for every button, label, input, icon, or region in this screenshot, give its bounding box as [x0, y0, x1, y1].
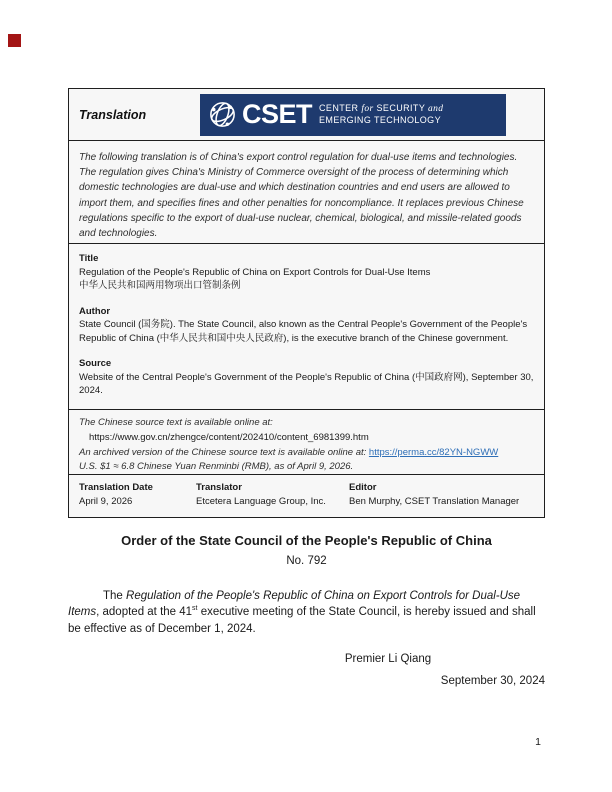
- table-header-row: [69, 89, 544, 141]
- links-row: [69, 410, 544, 475]
- premier-signature: Premier Li Qiang: [344, 653, 432, 665]
- paragraph-rest: executive meeting of the State Council, is hereby issued and shall be effective as of December 1, 2024.: [68, 606, 536, 635]
- title-chinese: 中华人民共和国两用物项出口管制条例: [79, 280, 241, 291]
- tagline-part: EMERGING TECHNOLOGY: [319, 115, 441, 125]
- editor-value: Ben Murphy, CSET Translation Manager: [349, 496, 520, 507]
- perma-cc-link[interactable]: https://perma.cc/82YN-NGWW: [368, 446, 499, 458]
- title-block: [79, 252, 534, 293]
- tagline-part: SECURITY: [373, 103, 428, 113]
- order-paragraph: [68, 588, 545, 638]
- tagline-part: CENTER: [319, 103, 362, 113]
- source-label: Source: [79, 358, 112, 369]
- tagline-part: and: [427, 104, 444, 114]
- exchange-rate-line: U.S. $1 ≈ 6.8 Chinese Yuan Renminbi (RMB), as of April 9, 2026.: [79, 461, 354, 473]
- author-text: State Council (国务院). The State Council, also known as the Central People's Government of the People's Republic of China (中华人民共和国中央人民政府), is the executive branch of the Chinese government.: [79, 319, 528, 344]
- translation-date-column: [79, 481, 196, 510]
- credits-row: [69, 475, 544, 517]
- cset-acronym: CSET: [242, 99, 313, 129]
- source-block: [79, 357, 534, 398]
- tagline-part: for: [361, 104, 374, 114]
- archived-source-label: An archived version of the Chinese source text is available online at:: [79, 446, 367, 458]
- editor-column: [349, 481, 534, 510]
- cset-logo-banner: [200, 94, 506, 136]
- author-block: [79, 305, 534, 346]
- translation-label: Translation: [79, 107, 147, 122]
- translation-cover-table: [68, 88, 545, 518]
- cset-tagline: [319, 103, 443, 126]
- page-number: 1: [535, 736, 541, 748]
- title-english: Regulation of the People's Republic of China on Export Controls for Dual-Use Items: [79, 266, 431, 278]
- title-label: Title: [79, 253, 99, 264]
- signature-date: September 30, 2024: [440, 674, 545, 687]
- translation-date-label: Translation Date: [79, 482, 153, 493]
- translator-value: Etcetera Language Group, Inc.: [196, 496, 326, 507]
- translator-label: Translator: [196, 482, 242, 493]
- globe-icon: [207, 99, 238, 130]
- archived-source-line: [79, 446, 534, 461]
- editor-label: Editor: [349, 482, 377, 493]
- order-number: No. 792: [286, 555, 327, 567]
- chinese-source-url: https://www.gov.cn/zhengce/content/202410/content_6981399.htm: [89, 431, 369, 443]
- order-body: [68, 532, 545, 689]
- paragraph-mid: , adopted at the 41: [96, 606, 193, 618]
- red-square-marker: [8, 34, 21, 47]
- paragraph-lead: The: [103, 589, 127, 602]
- order-heading: Order of the State Council of the People's Republic of China: [121, 533, 492, 548]
- regulation-title-italic: Regulation of the People's Republic of China on Export Controls for Dual-Use Items: [68, 589, 521, 618]
- ordinal-superscript: st: [192, 605, 198, 613]
- translation-date-value: April 9, 2026: [79, 496, 133, 507]
- meta-row: [69, 244, 544, 410]
- source-availability-line: The Chinese source text is available online at:: [79, 417, 273, 428]
- author-label: Author: [79, 305, 111, 317]
- source-text: Website of the Central People's Government of the People's Republic of China (中国政府网), September 30, 2024.: [79, 371, 534, 396]
- intro-paragraph: The following translation is of China's export control regulation for dual-use items and technologies. The regulation gives China's Ministry of Commerce oversight of the process of determining which domestic technologies are dual-use and which destination countries and end users are allowed to import them, and specifies fines and other penalties for noncompliance. It replaces previous Chinese regulations specific to the export of dual-use nuclear, chemical, biological, and missile-related goods and technologies.: [69, 141, 544, 244]
- translator-column: [196, 481, 349, 510]
